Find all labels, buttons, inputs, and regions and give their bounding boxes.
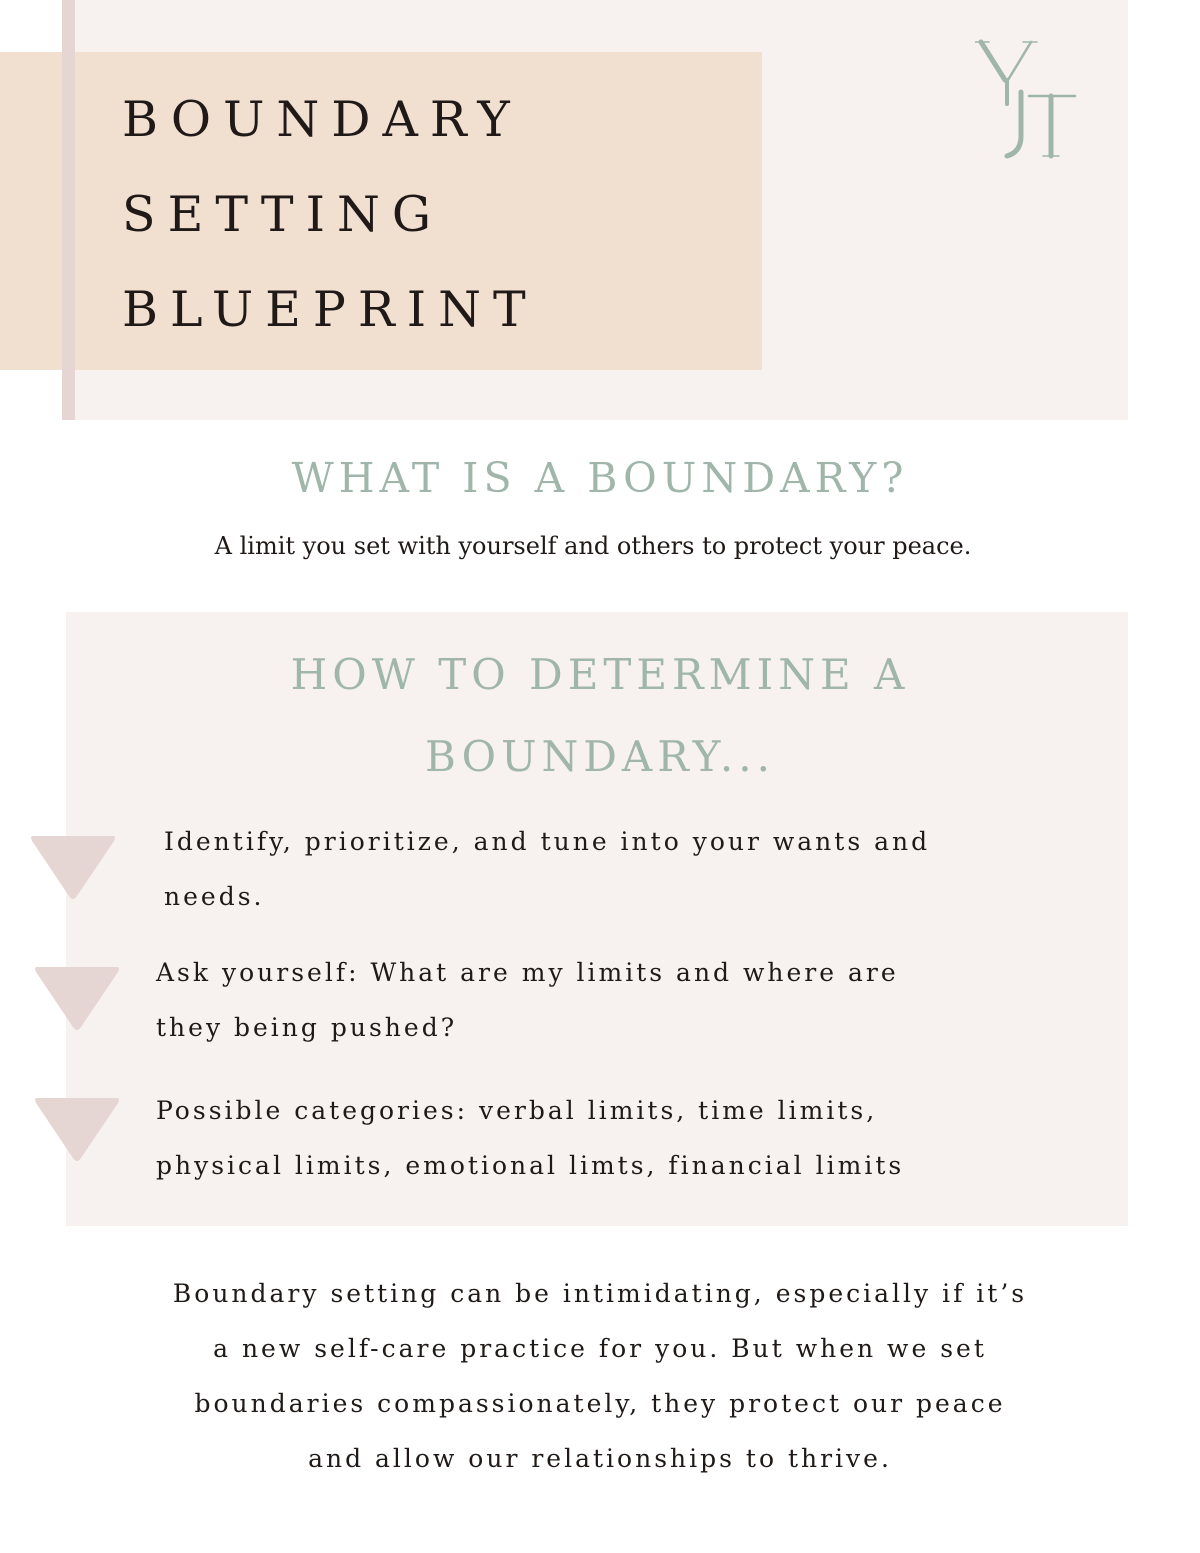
closing-line: a new self-care practice for you. But when we set (213, 1334, 987, 1363)
step-text (164, 814, 930, 924)
step-line: Ask yourself: What are my limits and where are (156, 958, 899, 987)
triangle-bullet-icon (32, 1094, 122, 1164)
closing-paragraph (0, 1266, 1200, 1486)
title-line-2: SETTING (122, 186, 443, 243)
accent-bar (62, 0, 75, 420)
how-heading-line-1: HOW TO DETERMINE A (290, 650, 910, 699)
step-line: they being pushed? (156, 1013, 458, 1042)
page-title (122, 72, 538, 357)
yjt-monogram-logo (975, 36, 1080, 161)
closing-line: Boundary setting can be intimidating, especially if it’s (172, 1279, 1028, 1308)
triangle-bullet-icon (32, 963, 122, 1033)
step-line: Possible categories: verbal limits, time limits, (156, 1096, 878, 1125)
how-to-determine-heading (0, 634, 1200, 798)
step-line: Identify, prioritize, and tune into your wants and (164, 827, 931, 856)
step-text (156, 1083, 904, 1193)
boundary-definition: A limit you set with yourself and others to protect your peace. (214, 532, 972, 560)
title-line-1: BOUNDARY (122, 91, 522, 148)
title-line-3: BLUEPRINT (122, 281, 538, 338)
triangle-bullet-icon (28, 832, 118, 902)
what-is-boundary-heading: WHAT IS A BOUNDARY? (291, 454, 909, 502)
step-text (156, 945, 899, 1055)
step-line: needs. (164, 882, 265, 911)
step-line: physical limits, emotional limts, financial limits (156, 1151, 905, 1180)
how-heading-line-2: BOUNDARY... (425, 732, 775, 781)
closing-line: and allow our relationships to thrive. (308, 1444, 892, 1473)
closing-line: boundaries compassionately, they protect our peace (194, 1389, 1006, 1418)
